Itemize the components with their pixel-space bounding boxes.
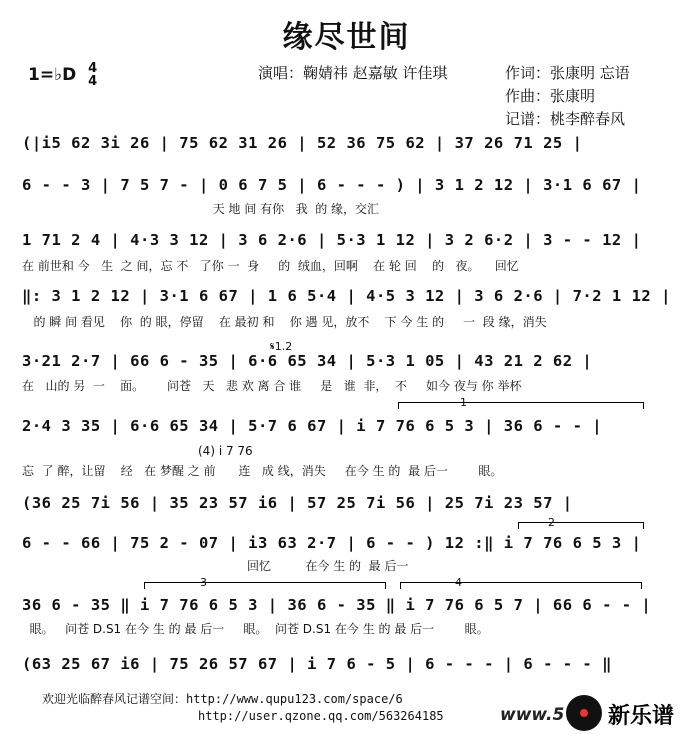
notation-row: 1 71 2 4 | 4·3 3 12 | 3 6 2·6 | 5·3 1 12 | 3 2 6·2 | 3 - - 12 | xyxy=(22,231,642,249)
insert-notation: (4) i 7 76 xyxy=(198,444,253,458)
lyrics-row: 在 前世和 今 生 之 间，忘 不 了你 一 身 的 绒血，回啊 在 轮 回 的 夜。 回忆 xyxy=(22,259,519,273)
composer-credit: 作曲：张康明 xyxy=(505,87,596,105)
notation-row: (63 25 67 i6 | 75 26 57 67 | i 7 6 - 5 | 6 - - - | 6 - - - ‖ xyxy=(22,655,612,673)
notation-row: 3·21 2·7 | 66 6 - 35 | 6·6 65 34 | 5·3 1 05 | 43 21 2 62 | xyxy=(22,352,593,370)
lyrics-row: 忘 了 醉，让留 经 在 梦醒 之 前 连 成 线，消失 在今 生 的 最 后一 眼。 xyxy=(22,464,503,478)
lyrics-row: 回忆 在今 生 的 最 后一 xyxy=(22,559,409,573)
time-denominator: 4 xyxy=(88,74,98,89)
notation-row: 2·4 3 35 | 6·6 65 34 | 5·7 6 67 | i 7 76 6 5 3 | 36 6 - - | xyxy=(22,417,603,435)
volta-bracket xyxy=(144,582,386,589)
time-numerator: 4 xyxy=(88,61,98,76)
transcriber-credit: 记谱：桃李醉春风 xyxy=(505,110,626,128)
singers-credit: 演唱：鞠婧祎 赵嘉敏 许佳琪 xyxy=(258,64,448,82)
record-disc-icon xyxy=(566,695,602,731)
notation-row: 6 - - 3 | 7 5 7 - | 0 6 7 5 | 6 - - - ) | 3 1 2 12 | 3·1 6 67 | xyxy=(22,176,642,194)
lyrics-row: 天 地 间 有你 我 的 缘，交汇 xyxy=(22,202,380,216)
volta-number: 4 xyxy=(455,576,462,589)
lyricist-credit: 作词：张康明 忘语 xyxy=(505,64,630,82)
site-logo xyxy=(494,693,693,734)
footer-line: 欢迎光临醉春风记谱空间：http://www.qupu123.com/space/6 xyxy=(42,692,403,706)
segno-marker: 𝄋1.2 xyxy=(270,340,293,353)
key-signature xyxy=(28,62,97,88)
lyrics-row: 眼。 问苍 D.S1 在今 生 的 最 后一 眼。 问苍 D.S1 在今 生 的 最 后一 眼。 xyxy=(22,622,489,636)
notation-row: (|i5 62 3i 26 | 75 62 31 26 | 52 36 75 62 | 37 26 71 25 | xyxy=(22,134,583,152)
volta-number: 3 xyxy=(200,576,207,589)
score-title: 缘尽世间 xyxy=(282,20,411,55)
lyrics-row: 在 山的 另 一 面。 问苍 天 悲 欢 离 合 谁 是 谁 非， 不 如今 夜与 你 举杯 xyxy=(22,379,522,393)
volta-bracket xyxy=(518,522,644,529)
notation-row: 36 6 - 35 ‖ i 7 76 6 5 3 | 36 6 - 35 ‖ i 7 76 6 5 7 | 66 6 - - | xyxy=(22,596,652,614)
logo-url: www.5 xyxy=(500,705,565,725)
notation-row: (36 25 7i 56 | 35 23 57 i6 | 57 25 7i 56 | 25 7i 23 57 | xyxy=(22,494,573,512)
lyrics-row: 的 瞬 间 看见 你 的 眼，停留 在 最初 和 你 遇 见，放不 下 今 生 的 一 段 缘，消失 xyxy=(22,315,547,329)
volta-bracket xyxy=(398,402,644,409)
volta-bracket xyxy=(400,582,642,589)
notation-row: ‖: 3 1 2 12 | 3·1 6 67 | 1 6 5·4 | 4·5 3 12 | 3 6 2·6 | 7·2 1 12 | xyxy=(22,287,671,305)
time-signature xyxy=(88,62,97,88)
key-label: 1=♭D xyxy=(28,65,77,85)
footer-line: http://user.qzone.qq.com/563264185 xyxy=(198,709,444,723)
volta-number: 2 xyxy=(548,516,555,529)
volta-number: 1 xyxy=(460,396,467,409)
logo-brand: 新乐谱 xyxy=(608,704,675,729)
notation-row: 6 - - 66 | 75 2 - 07 | i3 63 2·7 | 6 - - ) 12 :‖ i 7 76 6 5 3 | xyxy=(22,534,642,552)
